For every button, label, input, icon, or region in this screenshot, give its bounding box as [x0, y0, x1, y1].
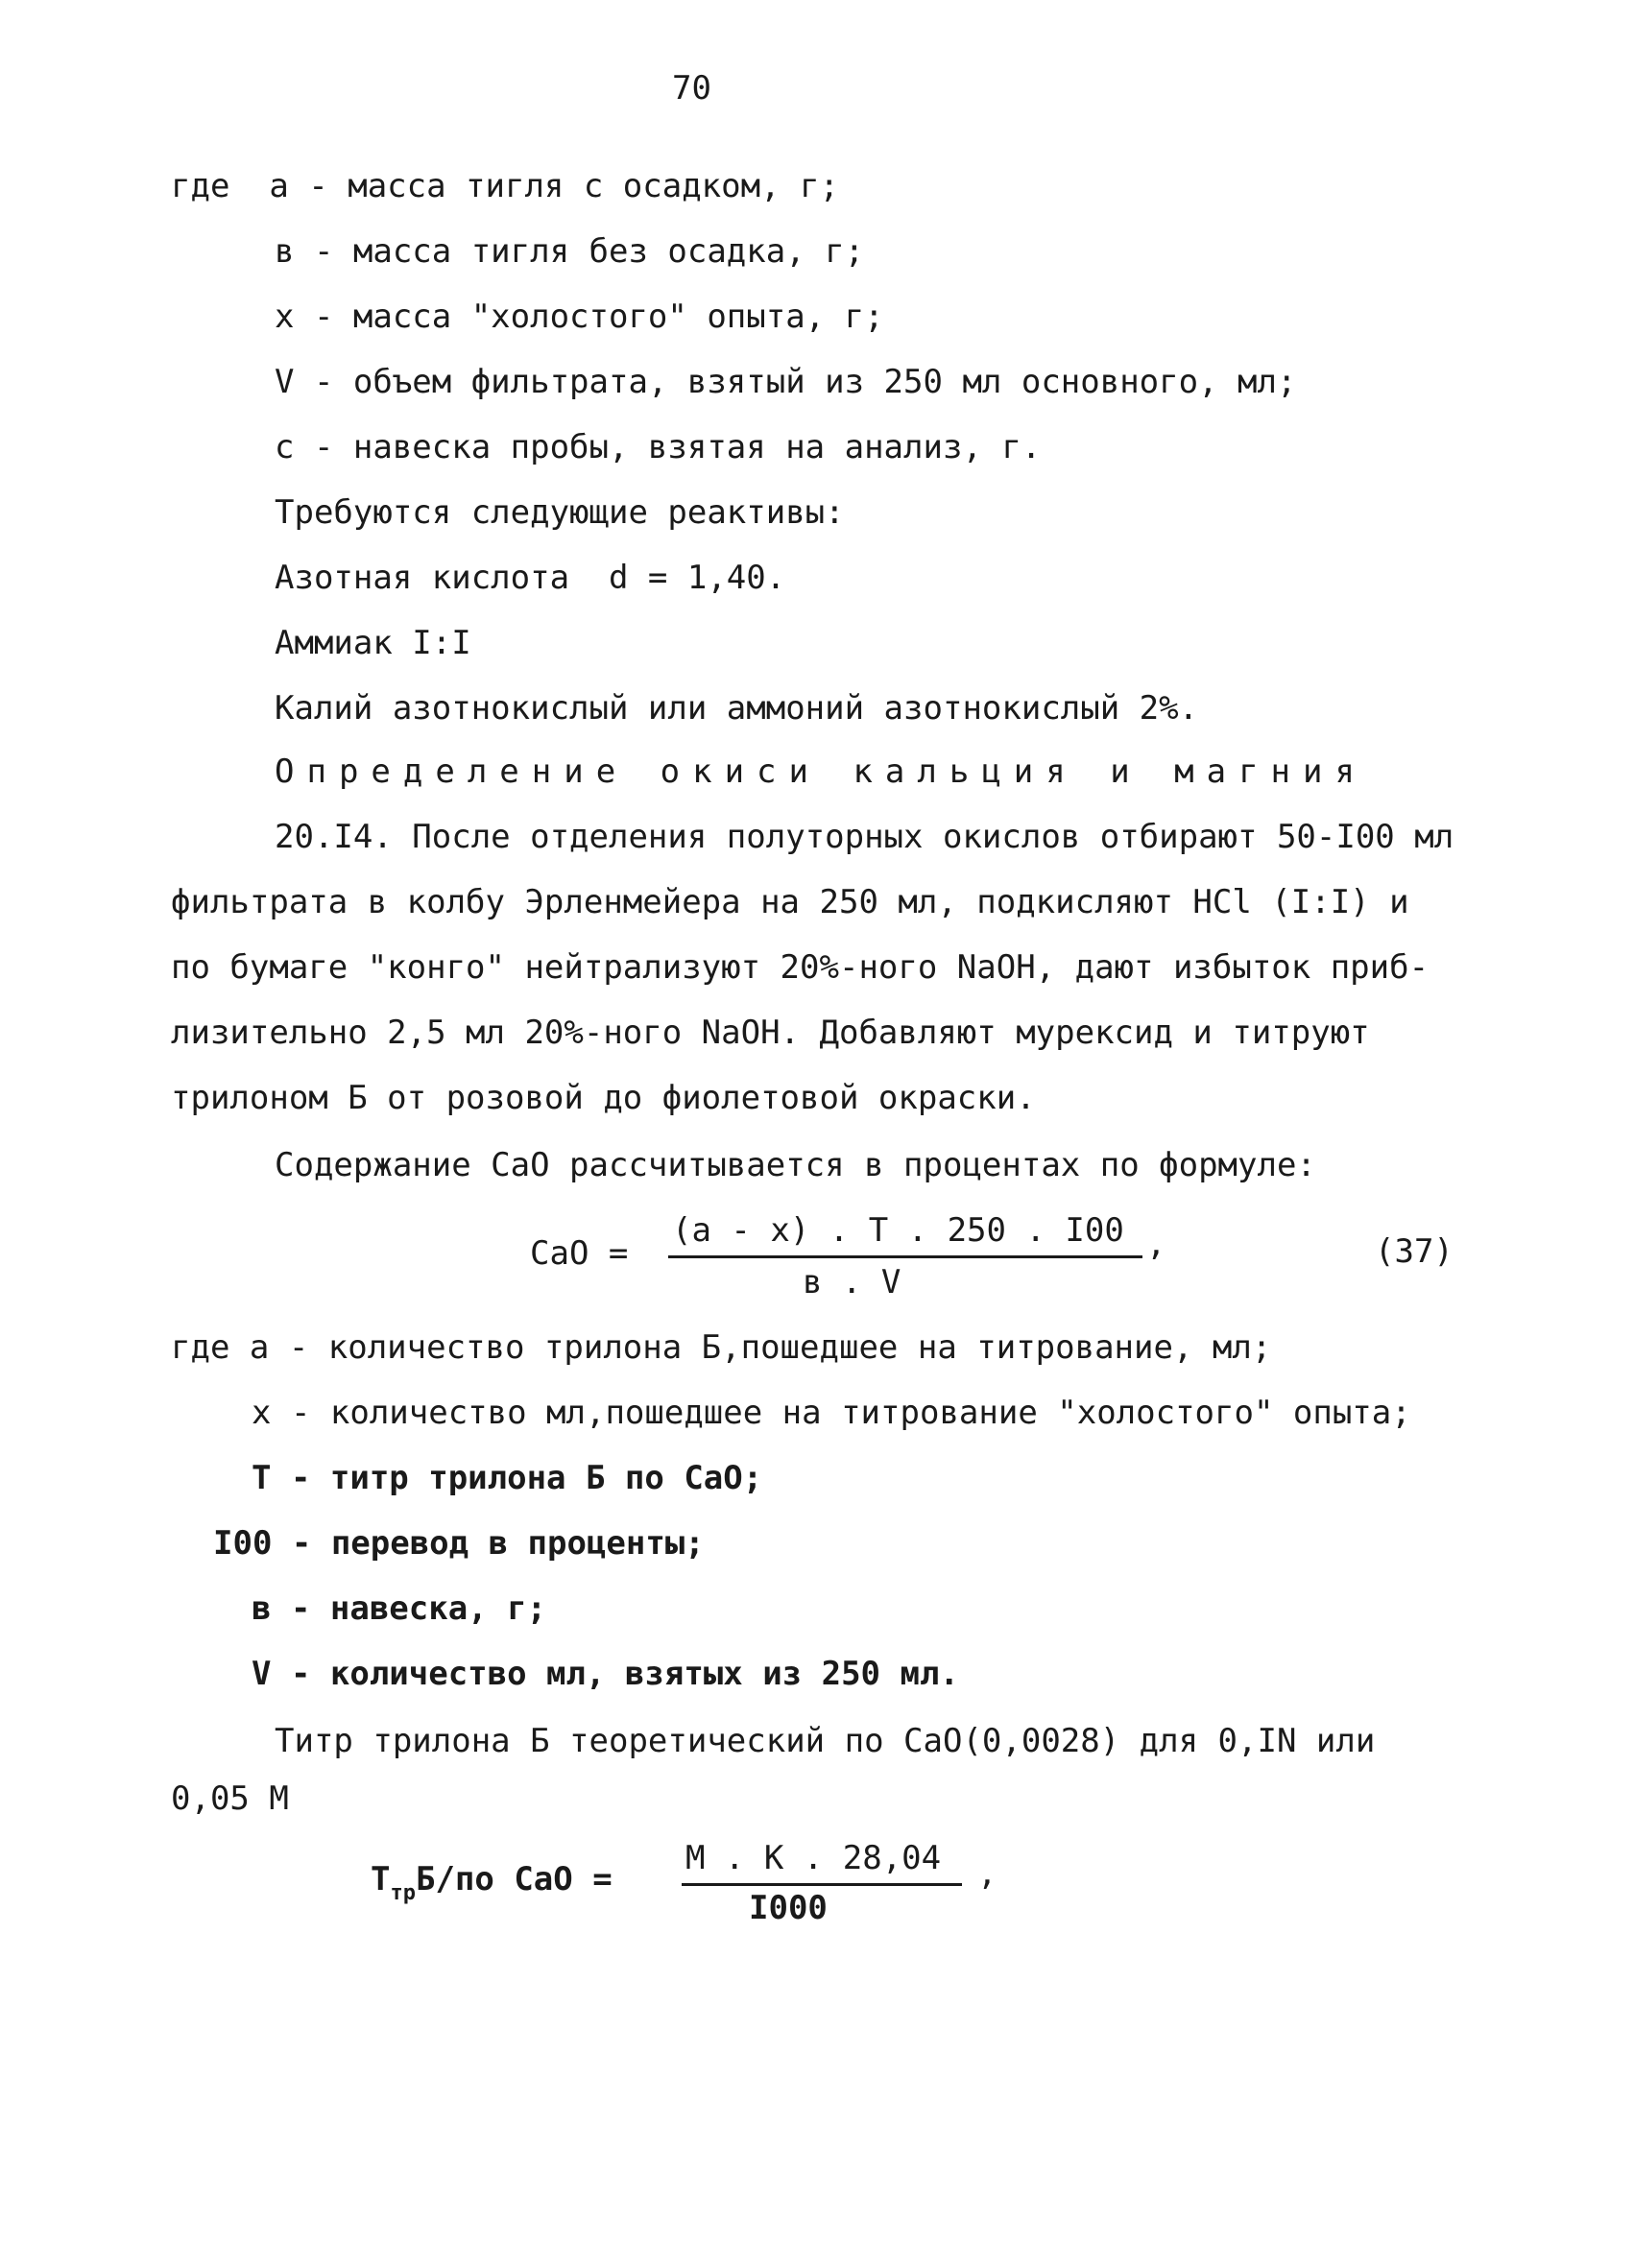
formula-intro: Содержание CaO рассчитывается в процентах по формуле: — [275, 1146, 1316, 1184]
definition-line: V - объем фильтрата, взятый из 250 мл основного, мл; — [275, 363, 1297, 401]
titer-trailing: , — [977, 1854, 997, 1893]
reagent-item: Аммиак I:I — [275, 624, 471, 662]
fraction-bar — [668, 1255, 1142, 1258]
titer-numerator: M . K . 28,04 — [685, 1839, 942, 1877]
titer-subscript: тр — [390, 1881, 416, 1905]
paragraph-line: трилоном Б от розовой до фиолетовой окраски. — [171, 1079, 1036, 1117]
paragraph-line: 20.I4. После отделения полуторных окислов отбирают 50-I00 мл — [275, 818, 1454, 856]
reagent-item: Калий азотнокислый или аммоний азотнокислый 2%. — [275, 689, 1199, 728]
formula-numerator: (a - x) . T . 250 . I00 — [672, 1211, 1124, 1250]
formula-trailing: , — [1146, 1225, 1166, 1263]
formula-lhs: CaO = — [530, 1234, 629, 1273]
paragraph-line: лизительно 2,5 мл 20%-ного NaOH. Добавляют мурексид и титруют — [171, 1014, 1370, 1052]
definition-line: с - навеска пробы, взятая на анализ, г. — [275, 428, 1042, 466]
definition-line: х - масса "холостого" опыта, г; — [275, 298, 884, 336]
reagents-heading: Требуются следующие реактивы: — [275, 493, 845, 532]
definition-line: в - масса тигля без осадка, г; — [275, 232, 865, 271]
definition-line: где а - количество трилона Б,пошедшее на титрование, мл; — [171, 1328, 1272, 1367]
definition-line: V - количество мл, взятых из 250 мл. — [252, 1655, 959, 1693]
section-heading: Определение окиси кальция и магния — [275, 752, 1367, 791]
formula-denominator: в . V — [803, 1263, 901, 1301]
paragraph-line: по бумаге "конго" нейтрализуют 20%-ного NaOH, дают избыток приб- — [171, 948, 1430, 987]
definition-line: где а - масса тигля с осадком, г; — [171, 167, 839, 205]
fraction-bar — [682, 1883, 962, 1886]
definition-line: I00 - перевод в проценты; — [213, 1524, 705, 1563]
definition-line: х - количество мл,пошедшее на титрование "холостого" опыта; — [252, 1394, 1411, 1432]
page-number: 70 — [672, 69, 711, 107]
reagent-item: Азотная кислота d = 1,40. — [275, 559, 786, 597]
titer-symbol: T — [371, 1860, 391, 1898]
equation-number: (37) — [1375, 1232, 1454, 1271]
definition-line: в - навеска, г; — [252, 1589, 547, 1628]
paragraph-line: фильтрата в колбу Эрленмейера на 250 мл, подкисляют HCl (I:I) и — [171, 883, 1409, 921]
titer-line: 0,05 M — [171, 1779, 289, 1818]
definition-line: Т - титр трилона Б по CaO; — [252, 1459, 763, 1497]
titer-line: Титр трилона Б теоретический по CaO(0,0028) для 0,IN или — [275, 1722, 1376, 1760]
titer-lhs-rest: Б/по CaO = — [415, 1860, 613, 1898]
titer-denominator: I000 — [749, 1889, 828, 1927]
